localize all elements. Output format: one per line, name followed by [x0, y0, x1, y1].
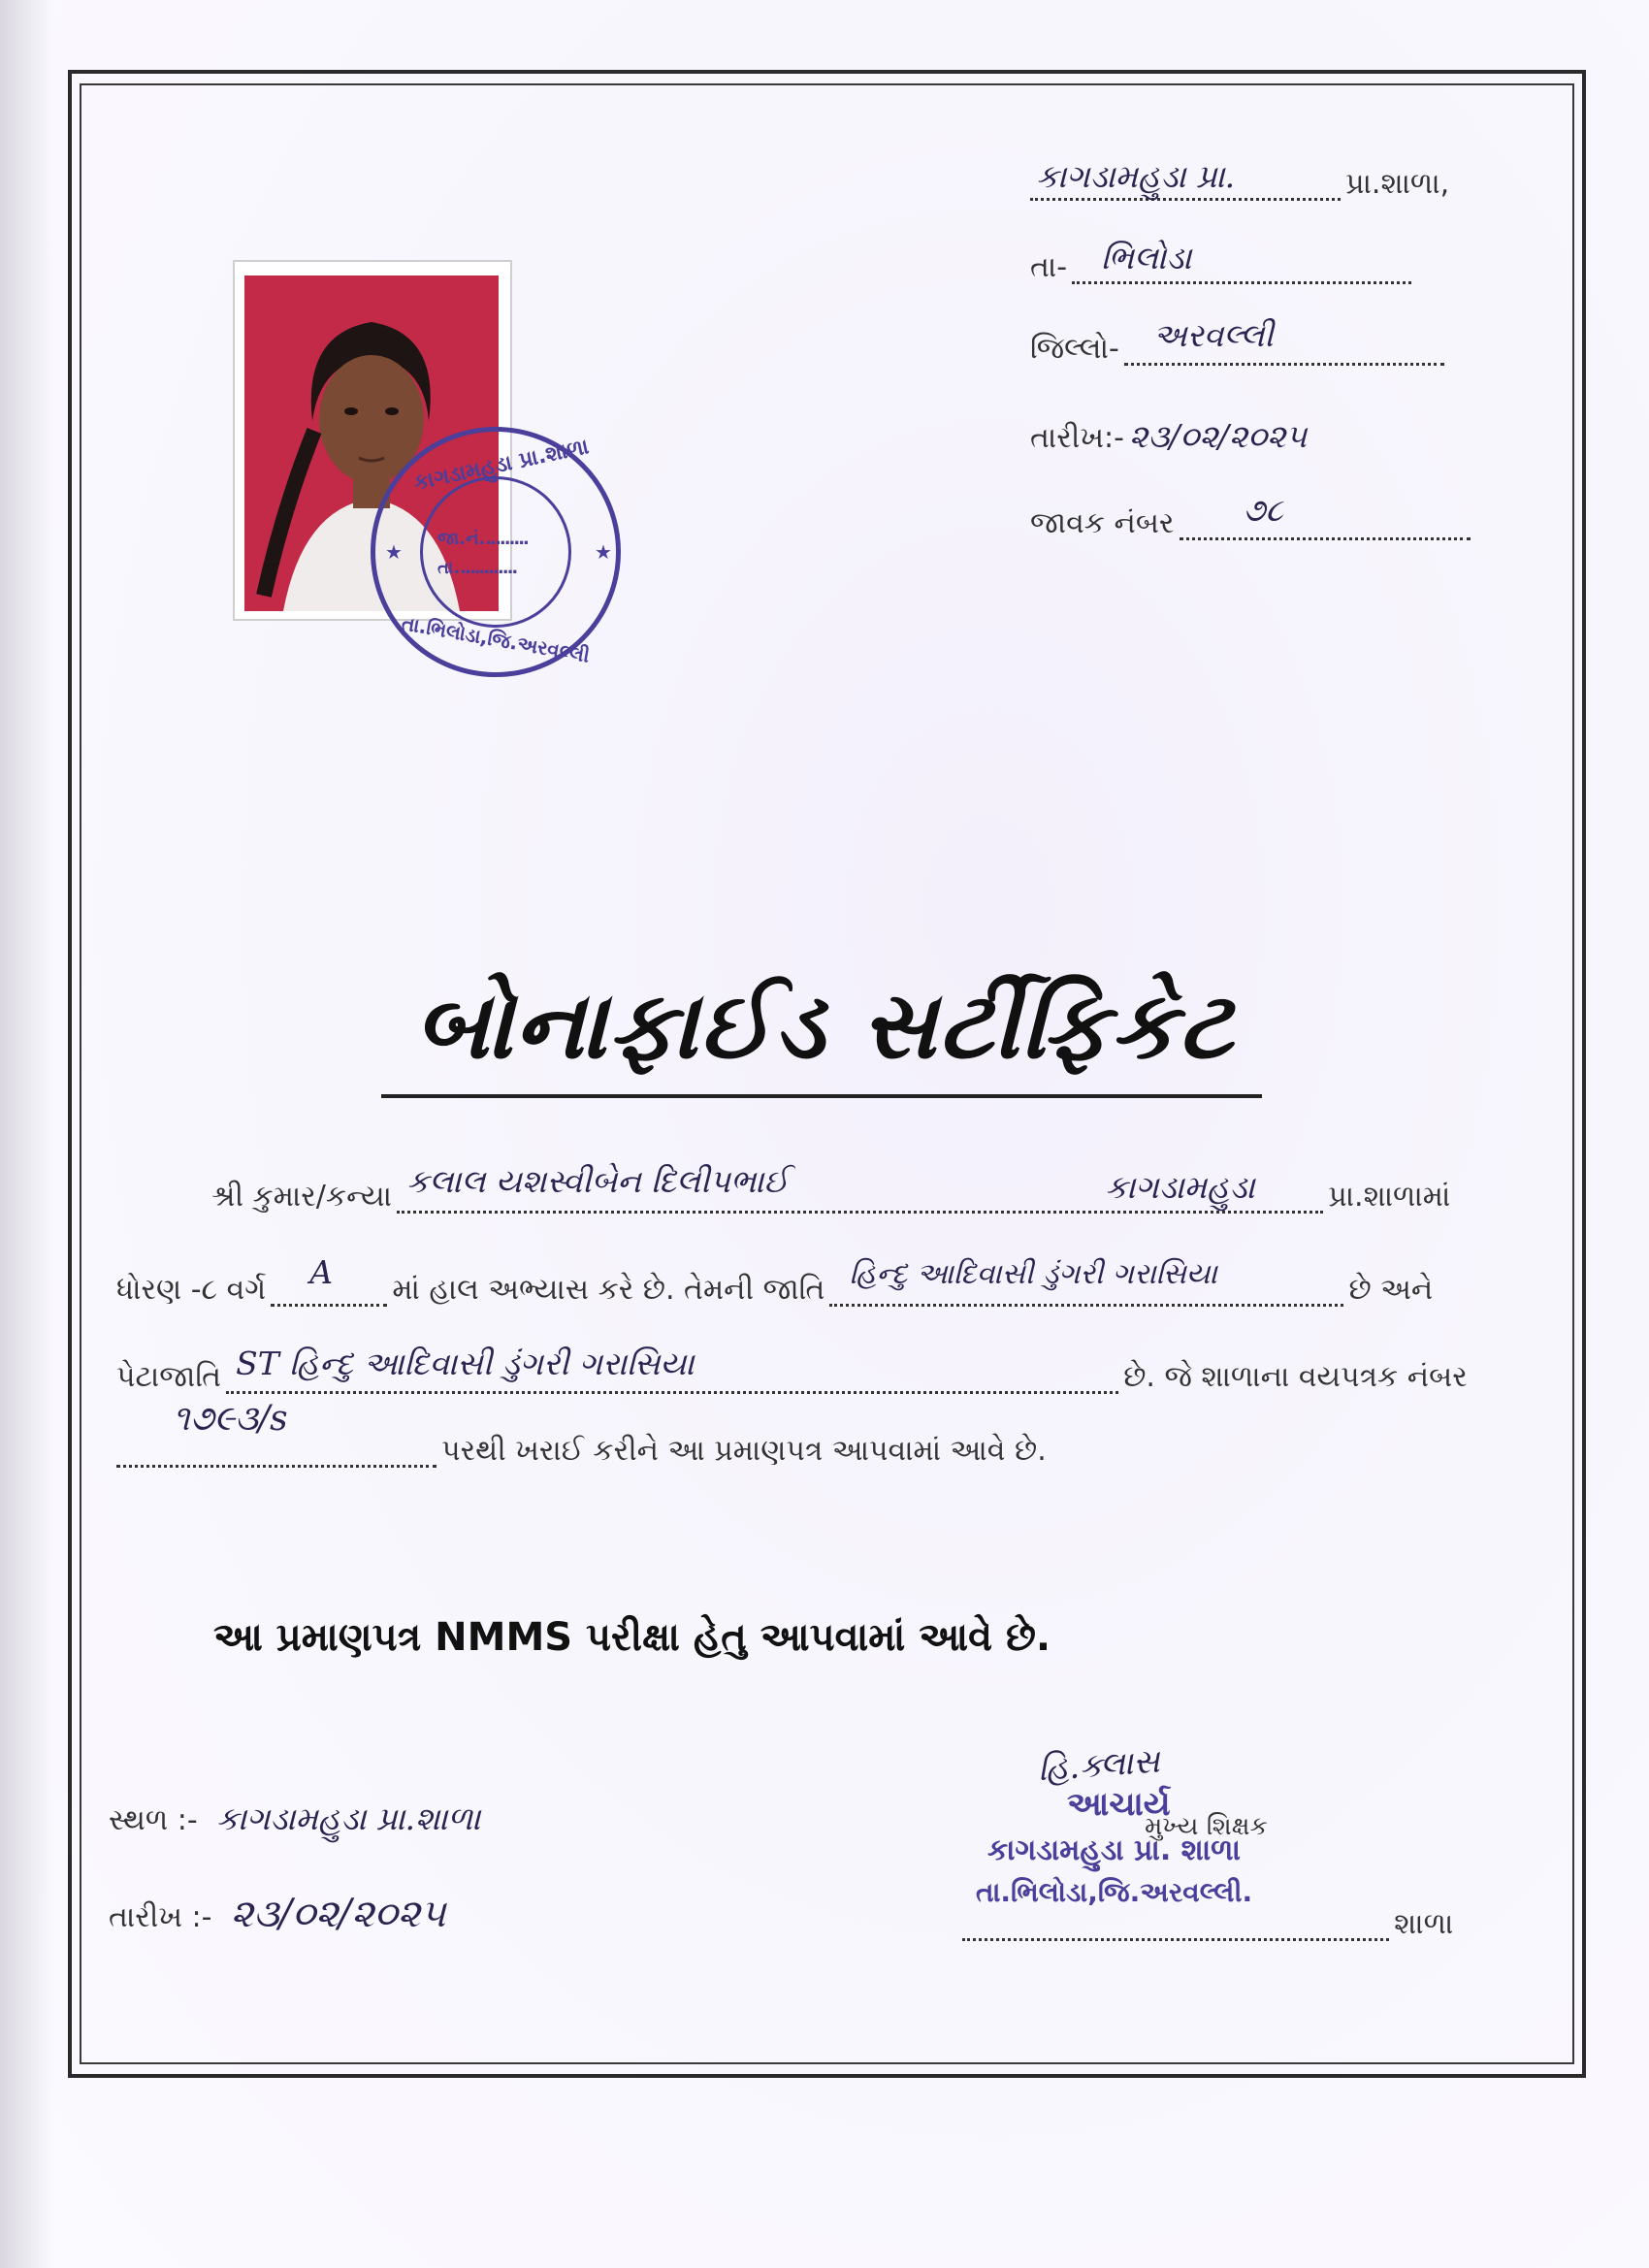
footer-shala-label: શાળા [1394, 1907, 1454, 1941]
header-taluka-label: તા- [1030, 250, 1068, 284]
subcaste-value: ST હિન્દુ આદિવાસી ડુંગરી ગરાસિયા [236, 1345, 695, 1382]
school-name-value: કાગડામહુડા [1105, 1168, 1255, 1206]
header-date-value: ૨૩/૦૨/૨૦૨૫ [1129, 417, 1308, 455]
stamp-star-icon: ★ [385, 540, 403, 564]
footer-date-line [109, 1892, 446, 1936]
header-outward-label: જાવક નંબર [1030, 506, 1175, 540]
class-value: A [309, 1253, 334, 1291]
header-taluka-line [1030, 239, 1411, 284]
header-school-suffix: પ્રા.શાળા, [1345, 167, 1450, 201]
seal-address: તા.ભિલોડા,જિ.અરવલ્લી. [976, 1876, 1253, 1908]
footer-place-label: સ્થળ :- [109, 1803, 198, 1837]
seal-title: આચાર્ય [1067, 1785, 1171, 1824]
header-taluka-value: ભિલોડા [1101, 239, 1192, 276]
stamp-bottom-text: તા.ભિલોડા,જિ.અરવલ્લી [400, 611, 592, 667]
body-line-2 [116, 1253, 1434, 1307]
student-name-value: કલાલ યશસ્વીબેન દિલીપભાઈ [406, 1162, 789, 1200]
header-date-line [1030, 417, 1307, 456]
footer-date-label: તારીખ :- [109, 1900, 212, 1934]
footer-date-value: ૨૩/૦૨/૨૦૨૫ [230, 1892, 446, 1936]
header-outward-line [1030, 491, 1471, 540]
caste-value: હિન્દુ આદિવાસી ડુંગરી ગરાસિયા [849, 1257, 1217, 1291]
line1-suffix: પ્રા.શાળામાં [1328, 1180, 1451, 1214]
line3-suffix: છે. જે શાળાના વયપત્રક નંબર [1123, 1360, 1468, 1394]
header-date-label: તારીખ:- [1030, 421, 1124, 455]
school-stamp [371, 427, 621, 677]
line1-prefix: શ્રી કુમાર/કન્યા [211, 1180, 393, 1214]
header-school-value: કાગડામહુડા પ્રા. [1036, 157, 1236, 195]
footer-place-line [109, 1799, 480, 1838]
stamp-field-1: જા.નં.......... [437, 529, 528, 549]
certificate-title: બોનાફાઈડ સર્ટીફિકેટ [414, 970, 1235, 1080]
line2-mid: માં હાલ અભ્યાસ કરે છે. તેમની જાતિ [392, 1273, 825, 1307]
header-school-line [1030, 157, 1450, 201]
stamp-star-icon: ★ [595, 540, 612, 564]
title-underline [381, 1094, 1262, 1098]
stamp-ring-text: કાગડામહુડા પ્રા.શાળા [411, 435, 592, 496]
seal-school: કાગડામહુડા પ્રા. શાળા [987, 1833, 1241, 1867]
line2-prefix: ધોરણ -૮ વર્ગ [116, 1273, 267, 1307]
line4-suffix: પરથી ખરાઈ કરીને આ પ્રમાણપત્ર આપવામાં આવે છે. [441, 1434, 1047, 1468]
footer-shala-line [962, 1901, 1453, 1941]
register-value: ૧૭૯૩/s [173, 1399, 288, 1439]
footer-place-value: કાગડામહુડા પ્રા.શાળા [215, 1799, 481, 1837]
header-outward-value: ૭૮ [1243, 491, 1283, 529]
body-line-4 [116, 1399, 1047, 1468]
scan-edge-shadow [0, 0, 53, 2268]
line3-prefix: પેટાજાતિ [116, 1360, 222, 1394]
header-district-label: જિલ્લો- [1030, 332, 1119, 366]
body-line-1 [211, 1162, 1451, 1214]
principal-signature: હિ.ક્લાસ [1036, 1741, 1161, 1790]
seal-role: મુખ્ય શિક્ષક [1145, 1812, 1268, 1841]
header-district-value: અરવલ્લી [1152, 316, 1274, 354]
nmms-statement: આ પ્રમાણપત્ર NMMS પરીક્ષા હેતુ આપવામાં આવે છે. [213, 1615, 1051, 1660]
body-line-3 [116, 1345, 1468, 1394]
stamp-inner-ring [420, 476, 571, 628]
header-district-line [1030, 316, 1444, 366]
stamp-field-2: તા............. [437, 558, 517, 578]
line2-suffix: છે અને [1348, 1273, 1434, 1307]
